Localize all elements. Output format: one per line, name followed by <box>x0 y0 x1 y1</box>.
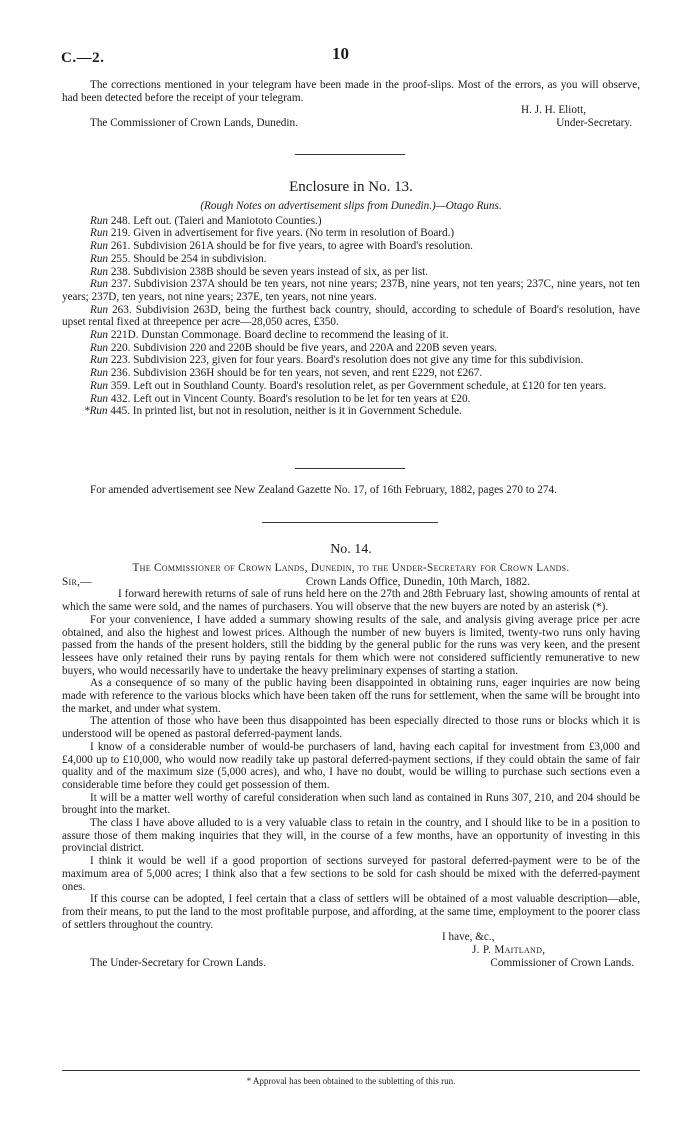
letter-addressee: The Under-Secretary for Crown Lands. <box>90 956 266 969</box>
letter-no-14 <box>62 541 640 970</box>
letter-paragraph: The attention of those who have been thus disappointed has been especially directed to those runs or blocks which it is understood will be opened as pastoral deferred-payment lands. <box>62 715 640 741</box>
run-note: Run 261. Subdivision 261A should be for five years, to agree with Board's resolution. <box>90 240 473 253</box>
enclosure-subheading: (Rough Notes on advertisement slips from Dunedin.)—Otago Runs. <box>200 200 502 212</box>
letter-title: The Commissioner of Crown Lands, Dunedin, to the Under-Secretary for Crown Lands. <box>132 562 570 574</box>
run-note: Run 237. Subdivision 237A should be ten years, not nine years; 237B, nine years, not ten years; 237C, nine years, not ten years; 237D, ten years, not nine years; 237E, ten years, not nine years. <box>62 278 640 303</box>
run-label: Run <box>90 265 109 278</box>
gazette-note-block <box>62 484 640 497</box>
run-label: *Run <box>84 405 108 418</box>
letter-signature: J. P. Maitland, <box>472 944 546 957</box>
run-label: Run <box>90 278 109 291</box>
enclosure-heading: Enclosure in No. 13. <box>289 179 413 195</box>
run-label: Run <box>90 392 109 405</box>
letter-paragraph: It will be a matter well worthy of careful consideration when such land as contained in Runs 307, 210, and 204 should be brought into the market. <box>62 791 640 817</box>
section-rule <box>262 522 438 523</box>
run-label: Run <box>90 367 109 380</box>
enclosure-section <box>62 178 640 418</box>
run-note: Run 255. Should be 254 in subdivision. <box>90 252 267 265</box>
run-label: Run <box>90 303 109 316</box>
letter-paragraph: As a consequence of so many of the public having been disappointed in obtaining runs, eager inquiries are now being made with reference to the various blocks which have been taken off the runs for settlement, when the same will be brought into the market, and under what system. <box>62 677 640 715</box>
run-note: Run 223. Subdivision 223, given for four years. Board's resolution does not give any time for this subdivision. <box>90 354 584 367</box>
letter-paragraph: I know of a considerable number of would-be purchasers of land, having each capital for investment from £3,000 and £4,000 up to £10,000, who would now readily take up pastoral deferred-payment sections, if they could obtain the same of fair quality and of the maximum size (5,000 acres), and who, I have no doubt, would be willing to purchase such sections even a considerable time before they could get possession of them. <box>62 740 640 791</box>
top-letter <box>62 79 640 130</box>
top-letter-signature: H. J. H. Eliott, <box>521 104 586 117</box>
footnote-rule <box>62 1070 640 1071</box>
run-label: Run <box>90 341 109 354</box>
run-note: Run 220. Subdivision 220 and 220B should be five years, and 220A and 220B seven years. <box>90 341 498 354</box>
run-note: Run 238. Subdivision 238B should be seven years instead of six, as per list. <box>90 265 429 278</box>
run-label: Run <box>90 227 109 240</box>
document-reference: C.—2. <box>61 50 105 66</box>
run-note: Run 432. Left out in Vincent County. Board's resolution to be let for ten years at £20. <box>90 392 471 405</box>
run-note: Run 221D. Dunstan Commonage. Board decline to recommend the leasing of it. <box>90 329 449 342</box>
letter-heading: No. 14. <box>330 542 372 557</box>
run-note: Run 359. Left out in Southland County. Board's resolution relet, as per Government schedule, at £120 for ten years. <box>90 379 607 392</box>
divider-rule <box>295 468 405 469</box>
top-letter-signer-title: Under-Secretary. <box>556 117 632 130</box>
letter-paragraph: If this course can be adopted, I feel certain that a class of settlers will be obtained of a most valuable description—able, from their means, to put the land to the most profitable purpose, and affording, at the same time, employment to the poorer class of settlers throughout the country. <box>62 893 640 931</box>
letter-paragraph: For your convenience, I have added a summary showing results of the sale, and analysis giving average price per acre obtained, and also the highest and lowest prices. Although the number of new buyers is limited, twenty-two runs only having passed from the hands of the present holders, still the bidding by the general public for the runs was very keen, and the present lessees have only retained their runs by paying rentals for them which were not considered sufficiently remunerative to new buyers, who would necessarily have to undertake the heavy preliminary expenses of starting a station. <box>62 613 640 677</box>
letter-paragraph: I forward herewith returns of sale of runs held here on the 27th and 28th February last, showing amounts of rental at which the same were sold, and the names of purchasers. You will observe that the new buyers are noted by an asterisk (*). <box>62 588 640 614</box>
letter-salutation: Sir,— <box>62 575 92 588</box>
top-letter-addressee: The Commissioner of Crown Lands, Dunedin. <box>90 117 298 130</box>
run-label: Run <box>90 329 109 342</box>
run-note: Run 236. Subdivision 236H should be for ten years, not seven, and rent £229, not £267. <box>90 367 483 380</box>
letter-closing: I have, &c., <box>442 931 495 944</box>
letter-signer-title: Commissioner of Crown Lands. <box>490 956 634 969</box>
run-label: Run <box>90 379 109 392</box>
top-letter-text: The corrections mentioned in your telegram have been made in the proof-slips. Most of the errors, as you will observe, had been detected before the receipt of your telegram. <box>62 79 640 104</box>
run-note: Run 248. Left out. (Taieri and Maniototo Counties.) <box>90 214 322 227</box>
run-note: *Run 445. In printed list, but not in resolution, neither is it in Government Schedule. <box>84 405 462 418</box>
run-note: Run 219. Given in advertisement for five years. (No term in resolution of Board.) <box>90 227 455 240</box>
letter-paragraph: I think it would be well if a good proportion of sections surveyed for pastoral deferred-payment were to be of the maximum area of 5,000 acres; I think also that a few sections to be sold for cash should be mixed with the deferred-payment ones. <box>62 855 640 893</box>
run-label: Run <box>90 252 109 265</box>
run-note: Run 263. Subdivision 263D, being the furthest back country, should, according to schedule of Board's resolution, have upset rental fixed at threepence per acre—28,050 acres, £350. <box>62 303 640 329</box>
divider-rule <box>295 154 405 155</box>
page-number: 10 <box>332 44 349 63</box>
run-label: Run <box>90 240 109 253</box>
run-label: Run <box>90 214 109 227</box>
footnote: * Approval has been obtained to the subletting of this run. <box>246 1076 456 1086</box>
run-label: Run <box>90 354 109 367</box>
gazette-note: For amended advertisement see New Zealand Gazette No. 17, of 16th February, 1882, pages 270 to 274. <box>90 484 557 496</box>
letter-paragraph: The class I have above alluded to is a very valuable class to retain in the country, and I should like to be in a position to assure those of them making inquiries that they will, in the course of a few months, have an opportunity of investing in this provincial district. <box>62 817 640 855</box>
letter-place-date: Crown Lands Office, Dunedin, 10th March, 1882. <box>305 575 530 588</box>
